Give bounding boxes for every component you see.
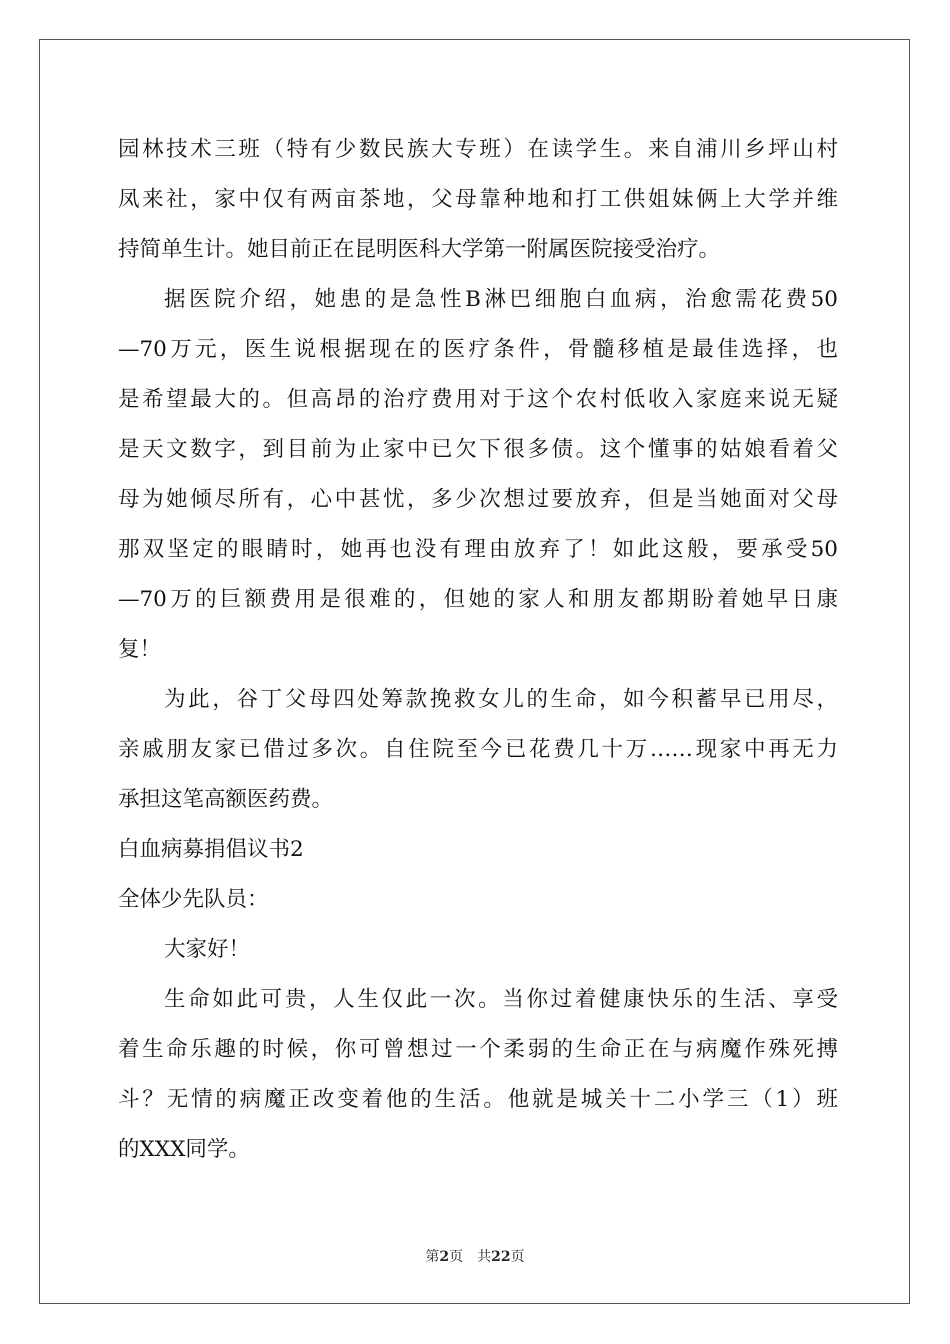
text-line: 是天文数字，到目前为止家中已欠下很多债。这个懂事的姑娘看着父 <box>118 437 838 462</box>
page-label-post: 页 <box>510 1249 525 1265</box>
text-line: 园林技术三班（特有少数民族大专班）在读学生。来自浦川乡坪山村 <box>118 137 838 162</box>
text-line: 承担这笔高额医药费。 <box>118 787 334 812</box>
text-line: 的XXX同学。 <box>118 1137 250 1162</box>
salutation: 全体少先队员： <box>118 887 269 912</box>
text-line: 复！ <box>118 637 162 662</box>
text-line: 着生命乐趣的时候，你可曾想过一个柔弱的生命正在与病魔作殊死搏 <box>118 1037 838 1062</box>
text-line: 为此，谷丁父母四处筹款挽救女儿的生命，如今积蓄早已用尽， <box>164 687 838 712</box>
text-line: 生命如此可贵，人生仅此一次。当你过着健康快乐的生活、享受 <box>164 987 838 1012</box>
text-line: 据医院介绍，她患的是急性B淋巴细胞白血病，治愈需花费50 <box>164 287 838 312</box>
text-line: 凤来社，家中仅有两亩茶地，父母靠种地和打工供姐妹俩上大学并维 <box>118 187 838 212</box>
text-line: 斗？无情的病魔正改变着他的生活。他就是城关十二小学三（1）班 <box>118 1087 838 1112</box>
greeting: 大家好！ <box>164 937 251 962</box>
section-heading: 白血病募捐倡议书2 <box>118 837 304 862</box>
page-total: 22 <box>491 1249 511 1265</box>
page-footer <box>0 1246 950 1266</box>
text-line: 是希望最大的。但高昂的治疗费用对于这个农村低收入家庭来说无疑 <box>118 387 838 412</box>
page-current: 2 <box>439 1249 450 1265</box>
text-line: 亲戚朋友家已借过多次。自住院至今已花费几十万……现家中再无力 <box>118 737 838 762</box>
text-line: 母为她倾尽所有，心中甚忧，多少次想过要放弃，但是当她面对父母 <box>118 487 838 512</box>
text-line: —70万元，医生说根据现在的医疗条件，骨髓移植是最佳选择，也 <box>118 337 838 362</box>
text-line: 那双坚定的眼睛时，她再也没有理由放弃了！如此这般，要承受50 <box>118 537 838 562</box>
page-label-pre: 第 <box>425 1249 440 1265</box>
text-line: 持简单生计。她目前正在昆明医科大学第一附属医院接受治疗。 <box>118 237 721 262</box>
text-line: —70万的巨额费用是很难的，但她的家人和朋友都期盼着她早日康 <box>118 587 838 612</box>
page-label-mid: 页 共 <box>449 1249 492 1265</box>
